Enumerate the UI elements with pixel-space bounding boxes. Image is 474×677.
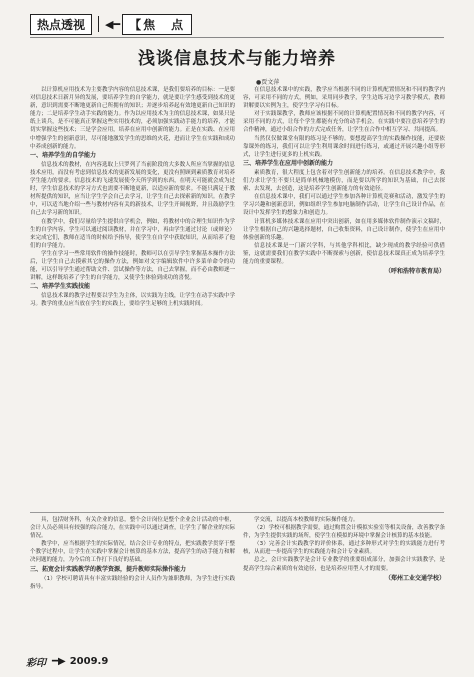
section-heading: 一、培养学生的自学能力 bbox=[30, 151, 97, 159]
paragraph: 教学中，应当根据学生的实际情况，结合会计专业的特点，把实践教学贯穿于整个教学过程中，让学生在实践中掌握会计核算的基本方法，提高学生的动手能力和解决问题的能力，为今后的工作打下良好的基础。 bbox=[30, 541, 235, 564]
magazine-logo: 彩印 bbox=[26, 658, 46, 669]
second-article-right-column bbox=[243, 516, 445, 640]
article-left-column bbox=[30, 86, 235, 506]
paragraph: 具，包括财务科，有关企业的信息，整个会计岗位是整个企业会计活动的中枢，会计人员必须具有较强的综合能力，在实践中可以通过调查，让学生了解企业的实际情况。 bbox=[30, 517, 235, 540]
paragraph: 计算机多媒体技术课在应用中突出创新，如在用多媒体软件制作演示文稿时，让学生根据自己的兴趣选择题材，自己收集资料，自己设计制作，使学生在应用中体验创新的乐趣。 bbox=[243, 218, 445, 241]
paragraph: 信息技术课的教学过程要以学生为主体，以实践为主线，让学生在动手实践中学习。教学的重点应当放在学生的实践上，要给学生足够的上机实践时间。 bbox=[30, 293, 235, 308]
arrow-right-icon: ━▶ bbox=[52, 656, 66, 667]
article-divider bbox=[30, 512, 444, 513]
source-credit: （呼和浩特市教育局） bbox=[384, 268, 445, 276]
paragraph: 学生在学习一些常用软件的操作技能时，教师可以在引导学生掌握基本操作方法后，让学生自己去摸索其它的操作方法，例如对文字编辑软件中许多菜单命令的功能，可以引导学生通过帮助文件、尝试操作等方法，自己去掌握，而不必由教师逐一讲解，这样既培养了学生的自学能力，又使学生体验到成功的喜悦。 bbox=[30, 250, 235, 282]
paragraph: 在信息技术课中的实践，教学应当根据不同的计算机配置情况和不同的教学内容，可采用不同的方式，例如，采用同步教学，学生边练习边学习教学模式，教师讲解要以实例为主，使学生学习有目标。 bbox=[243, 87, 445, 110]
article-title: 浅谈信息技术与能力培养 bbox=[138, 49, 336, 69]
paragraph: 当然仅仅做课堂有限的练习是不够的。要想提高学生的实践操作技能，还要依靠课外的练习，我们可以让学生利用课余时间进行练习，或通过开展兴趣小组等形式，让学生进行更多的上机实践。 bbox=[243, 135, 445, 158]
paragraph: 素质教育，很大程度上包含着对学生创新能力的培养。在信息技术教学中，我们力求让学生不要只是简单机械地模仿，而是要以所学的知识为基础，自己去探索、去发现，去创造，这是培养学生创新能力的有效途径。 bbox=[243, 169, 445, 193]
paragraph: （1）学校可聘请具有丰富实践经验的会计人员作为兼职教师，为学生进行实践指导。 bbox=[30, 575, 235, 590]
paragraph: （3）完善会计实践教学的评价体系，通过多种形式对学生的实践能力进行考核，从而进一步提高学生的实践能力和会计专业素质。 bbox=[243, 541, 445, 556]
section-heading: 二、培养学生实践技能 bbox=[30, 283, 91, 291]
paragraph: 对于实践课教学，教师应该根据不同的计算机配置情况和不同的教学内容，可采用不同的方式，让每个学生都能有充分的动手机会。在实践中要注意培养学生的合作精神，通过小组合作的方式完成任务，让学生在合作中相互学习、共同提高。 bbox=[243, 111, 445, 134]
issue-number: 2009.9 bbox=[69, 656, 109, 667]
section-header bbox=[30, 14, 192, 34]
paragraph: 以计算机应用技术为主要教学内容的信息技术课，是我们要培养的目标：一是要对信息技术日新月异的发展，要培养学生的自学能力，就是要让学生感受到技术的更新，意识到需要不断地更新自己所拥有的知识；并逐步培养起有效地更新自己知识的能力；二是培养学生动手实践的能力。作为以应用技术为主的信息技术课，如果只是纸上谈兵，是不可能真正掌握这些实用技术的，必须加强实践动手能力的培养，才能切实掌握这些技术；三是学会应用，培养在应用中创新的能力。正是在实践、在应用中增强学生的创新意识，尽可能地激发学生的思维的火花，进而让学生在实践和成功中养成创新的能力。 bbox=[30, 87, 235, 150]
source-credit: （郑州工业交通学校） bbox=[384, 574, 445, 582]
section-label: 热点透视 bbox=[30, 14, 92, 35]
paragraph: 信息技术的教材，在内容选取上只罗列了当前阶段的大多数人所应当掌握的信息技术应用，而没有考虑到信息技术的更新发展的变化，更没有照顾到素质教育对培养学生能力的要求。信息技术的飞速发展使今天所学到的东西，在明天可能就会成为过时，学生信息技术的学习方式也需要不断地更新，以适应新的要求。不能只满足于教材所提供的知识，应当让学生学会自己去学习，让学生自己去探索新的知识。在教学中，可以适当地介绍一些与教材内容有关的新技术，让学生开阔视野，并且鼓励学生自己去学习新的知识。 bbox=[30, 161, 235, 217]
paragraph: 信息技术课是一门新兴学科，与其他学科相比，缺少现成的教学经验可供借鉴，这就需要我们在教学实践中不断探索与创新，使信息技术课真正成为培养学生能力的重要课程。 bbox=[243, 242, 445, 265]
section-heading: 三、拓宽会计实践教学的教学资源，提升教师实际操作能力 bbox=[30, 565, 187, 573]
paragraph: 在信息技术课中，我们可以通过学生参加各种计算机竞赛和活动，激发学生的学习兴趣和创新意识，例如组织学生参加电脑制作活动，让学生自己设计作品，在设计中发挥学生的想象力和创造力。 bbox=[243, 194, 445, 217]
arrow-left-icon: ◀━ bbox=[105, 17, 121, 31]
article-right-column bbox=[243, 86, 445, 506]
second-article-left-column bbox=[30, 516, 235, 640]
author-name: ●贾文萍 bbox=[256, 79, 280, 86]
topic-label: 【焦 点 bbox=[122, 14, 192, 35]
paragraph: 在教学中，我们尽量给学生提供自学机会，例如，将教材中的合理生知识作为学生的自学内容，学生可以通过阅读教材，并在学习中，再由学生通过讨论（或辩论）来完成它们，教师在适当的时候给予指导，使学生在自学中获取知识，从而培养了他们的自学能力。 bbox=[30, 218, 235, 249]
header-rule bbox=[30, 37, 444, 38]
section-heading: 三、培养学生在应用中创新的能力 bbox=[243, 159, 334, 167]
header-divider bbox=[98, 16, 99, 32]
paragraph: （2）学校可根据教学需要，通过购置会计模拟实验室等相关设备，改善教学条件，为学生提供实践的场所，使学生在模拟的环境中掌握会计核算的基本技能。 bbox=[243, 525, 445, 540]
page-footer bbox=[26, 654, 108, 669]
paragraph: 学交流，以提高本校教师的实际操作能力。 bbox=[254, 517, 359, 523]
paragraph: 总之，会计实践教学是会计专业教学的重要组成部分，加强会计实践教学，是提高学生综合素质的有效途径，也是培养应用型人才的需要。 bbox=[243, 557, 445, 572]
